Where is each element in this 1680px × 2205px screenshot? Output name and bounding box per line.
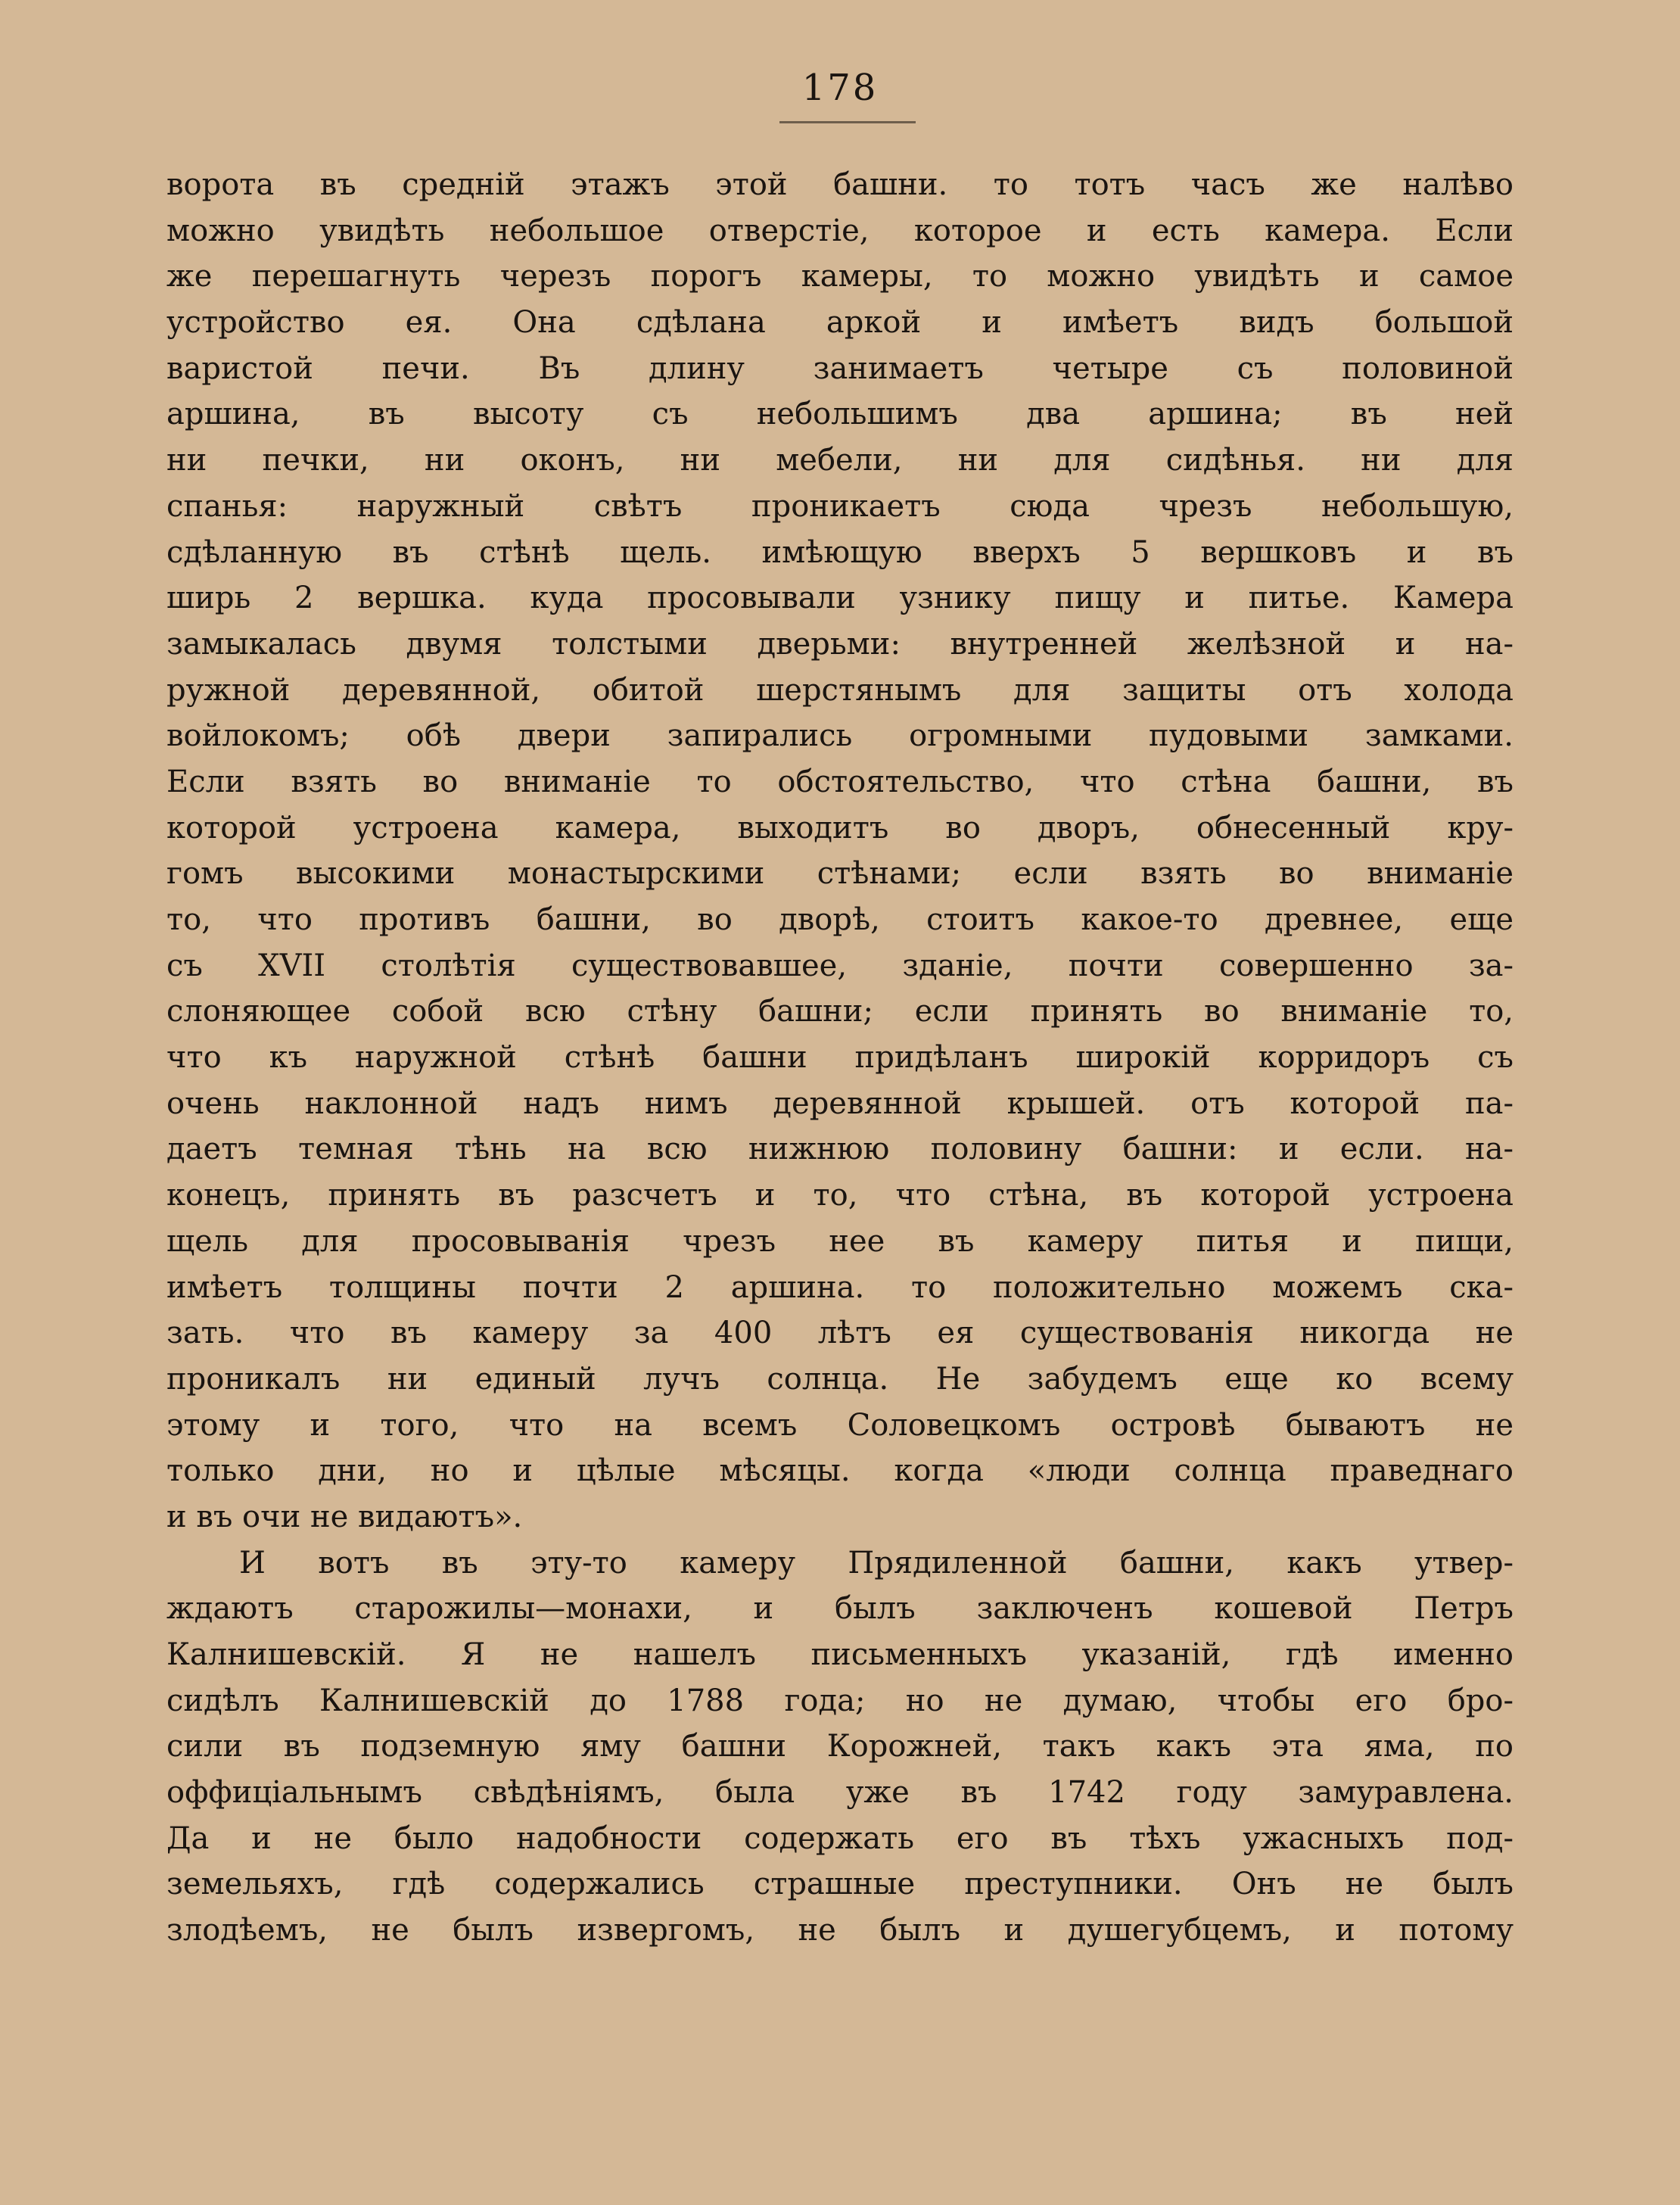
text-line: же перешагнуть черезъ порогъ камеры, то можно увидѣть и самое bbox=[166, 259, 1514, 294]
page-number: 178 bbox=[801, 67, 879, 109]
text-line: съ XVII столѣтія существовавшее, зданіе, почти совершенно за- bbox=[166, 948, 1514, 983]
paragraph-2 bbox=[166, 1540, 1514, 1954]
text-line: земельяхъ, гдѣ содержались страшные преступники. Онъ не былъ bbox=[166, 1867, 1514, 1902]
text-line: ждаютъ старожилы—монахи, и былъ заключенъ кошевой Петръ bbox=[166, 1591, 1514, 1627]
text-line: что къ наружной стѣнѣ башни придѣланъ широкій корридоръ съ bbox=[166, 1040, 1514, 1076]
text-line: имѣетъ толщины почти 2 аршина. то положительно можемъ ска- bbox=[166, 1269, 1514, 1305]
text-line: оффиціальнымъ свѣдѣніямъ, была уже въ 1742 году замуравлена. bbox=[166, 1775, 1514, 1811]
text-line: очень наклонной надъ нимъ деревянной крышей. отъ которой па- bbox=[166, 1085, 1514, 1121]
text-line: гомъ высокими монастырскими стѣнами; если взять во вниманіе bbox=[166, 856, 1514, 892]
text-line: Да и не было надобности содержать его въ тѣхъ ужасныхъ под- bbox=[166, 1820, 1514, 1856]
text-line: проникалъ ни единый лучъ солнца. Не забудемъ еще ко всему bbox=[166, 1361, 1514, 1397]
text-line: ширь 2 вершка. куда просовывали узнику пищу и питье. Камера bbox=[166, 581, 1514, 616]
text-line: варистой печи. Въ длину занимаетъ четыре съ половиной bbox=[166, 350, 1514, 386]
paragraph-1 bbox=[166, 162, 1514, 1540]
text-line: спанья: наружный свѣтъ проникаетъ сюда чрезъ небольшую, bbox=[166, 488, 1514, 524]
text-line: злодѣемъ, не былъ извергомъ, не былъ и душегубцемъ, и потому bbox=[166, 1913, 1514, 1948]
text-line: сили въ подземную яму башни Корожней, такъ какъ эта яма, по bbox=[166, 1729, 1514, 1764]
text-line: Если взять во вниманіе то обстоятельство, что стѣна башни, въ bbox=[166, 764, 1514, 799]
text-line: аршина, въ высоту съ небольшимъ два аршина; въ ней bbox=[166, 397, 1514, 432]
text-line: даетъ темная тѣнь на всю нижнюю половину башни: и если. на- bbox=[166, 1132, 1514, 1167]
text-line: И вотъ въ эту-то камеру Прядиленной башни, какъ утвер- bbox=[239, 1545, 1514, 1581]
text-line: то, что противъ башни, во дворѣ, стоитъ какое-то древнее, еще bbox=[166, 902, 1514, 937]
text-line: ни печки, ни оконъ, ни мебели, ни для сидѣнья. ни для bbox=[166, 443, 1514, 478]
text-line: замыкалась двумя толстыми дверьми: внутренней желѣзной и на- bbox=[166, 626, 1514, 662]
text-line: и въ очи не видаютъ». bbox=[166, 1499, 523, 1534]
text-line: которой устроена камера, выходитъ во дворъ, обнесенный кру- bbox=[166, 810, 1514, 846]
text-line: Калнишевскій. Я не нашелъ письменныхъ указаній, гдѣ именно bbox=[166, 1637, 1514, 1672]
text-line: войлокомъ; обѣ двери запирались огромными пудовыми замками. bbox=[166, 718, 1514, 754]
body-text bbox=[166, 162, 1514, 1954]
text-line: зать. что въ камеру за 400 лѣтъ ея существованія никогда не bbox=[166, 1316, 1514, 1351]
text-line: сидѣлъ Калнишевскій до 1788 года; но не думаю, чтобы его бро- bbox=[166, 1683, 1514, 1718]
text-line: устройство ея. Она сдѣлана аркой и имѣетъ видъ большой bbox=[166, 305, 1514, 341]
text-line: ворота въ средній этажъ этой башни. то тотъ часъ же налѣво bbox=[166, 167, 1514, 202]
header-rule bbox=[779, 121, 916, 123]
text-line: конецъ, принять въ разсчетъ и то, что стѣна, въ которой устроена bbox=[166, 1178, 1514, 1213]
text-line: слоняющее собой всю стѣну башни; если принять во вниманіе то, bbox=[166, 994, 1514, 1029]
text-line: сдѣланную въ стѣнѣ щель. имѣющую вверхъ 5 вершковъ и въ bbox=[166, 534, 1514, 570]
text-line: этому и того, что на всемъ Соловецкомъ островѣ бываютъ не bbox=[166, 1407, 1514, 1443]
text-line: только дни, но и цѣлые мѣсяцы. когда «люди солнца праведнаго bbox=[166, 1453, 1514, 1489]
text-line: щель для просовыванія чрезъ нее въ камеру питья и пищи, bbox=[166, 1223, 1514, 1259]
text-line: ружной деревянной, обитой шерстянымъ для защиты отъ холода bbox=[166, 672, 1514, 708]
text-line: можно увидѣть небольшое отверстіе, которое и есть камера. Если bbox=[166, 213, 1514, 248]
